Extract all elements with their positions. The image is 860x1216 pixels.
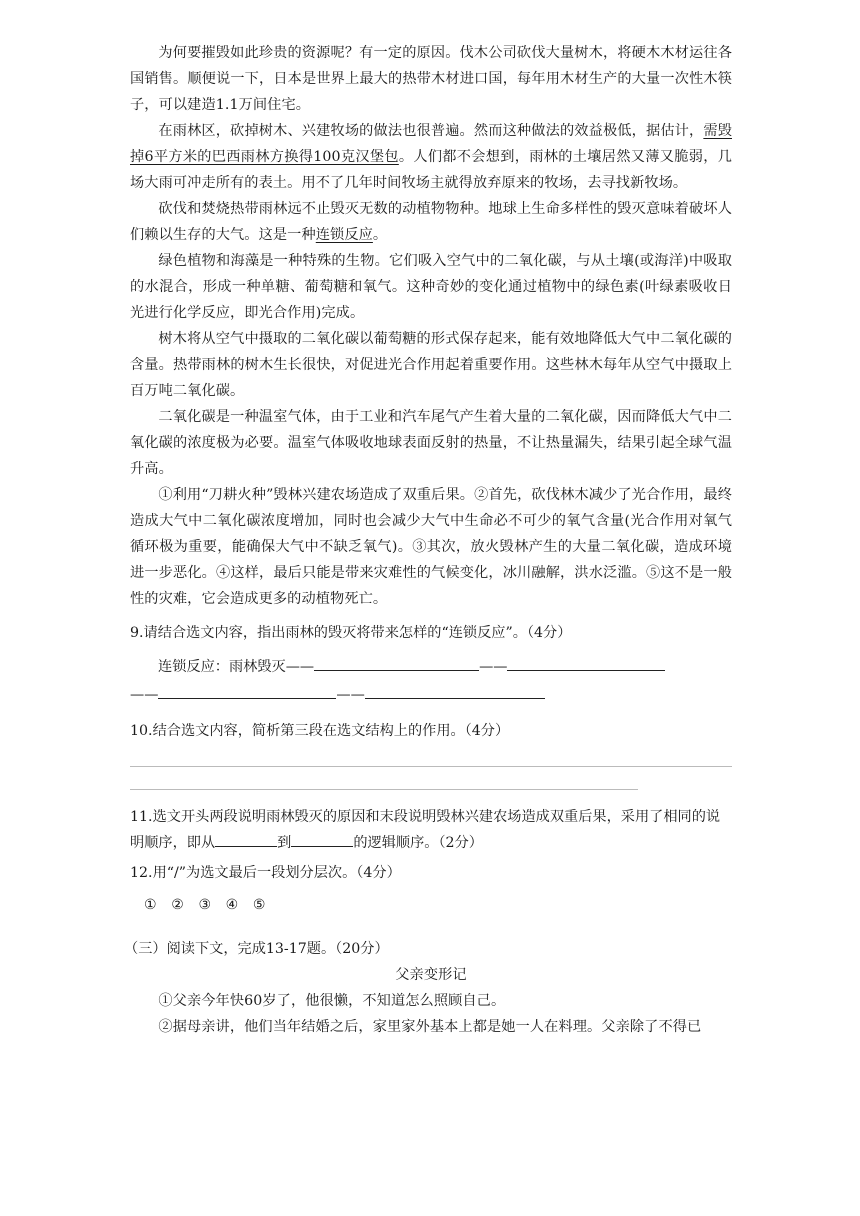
paragraph-2-text-a: 在雨林区，砍掉树木、兴建牧场的做法也很普遍。然而这种做法的效益极低，据估计， <box>158 123 704 139</box>
paragraph-3-text-a: 砍伐和焚烧热带雨林远不止毁灭无数的动植物物种。地球上生命多样性的毁灭意味着破坏人们赖以生存的大气。这是一种 <box>130 201 732 243</box>
underlined-sentence: 需毁掉6平方米的巴西雨林方换得100克汉堡包 <box>130 123 732 165</box>
question-12: 12.用“/”为选文最后一段划分层次。（4分） <box>130 865 401 881</box>
q9-prefix: 连锁反应：雨林毁灭—— <box>158 659 315 675</box>
q9-dash-1: —— <box>479 659 508 675</box>
paragraph-1: 为何要摧毁如此珍贵的资源呢？有一定的原因。伐木公司砍伐大量树木，将硬木木材运往各国销售。顺便说一下，日本是世界上最大的热带木材进口国，每年用木材生产的大量一次性木筷子，可以建造1.1万间住宅。 <box>130 45 732 113</box>
article-title: 父亲变形记 <box>395 967 467 983</box>
question-10: 10.结合选文内容，简析第三段在选文结构上的作用。（4分） <box>130 723 510 739</box>
q11-text-a: 11.选文开头两段说明雨林毁灭的原因和末段说明毁林兴建农场造成双重后果，采用了相同的说明顺序，即从 <box>130 809 721 851</box>
question-9: 9.请结合选文内容，指出雨林的毁灭将带来怎样的“连锁反应”。（4分） <box>130 625 572 641</box>
q11-blank-2[interactable] <box>291 830 353 847</box>
q9-dash-2: —— <box>130 687 159 703</box>
question-9-answer-row-2 <box>130 682 732 708</box>
document-page <box>124 40 732 1040</box>
paragraph-4: 绿色植物和海藻是一种特殊的生物。它们吸入空气中的二氧化碳，与从土壤(或海洋)中吸取的水混合，形成一种单糖、葡萄糖和氧气。这种奇妙的变化通过植物中的绿色素(叶绿素吸收日光进行化学反应，即光合作用)完成。 <box>130 253 732 321</box>
underlined-chain-reaction: 连锁反应 <box>315 227 373 243</box>
q11-text-c: 的逻辑顺序。（2分） <box>353 835 483 851</box>
q9-blank-4[interactable] <box>365 682 545 699</box>
section-3-heading: （三）阅读下文，完成13-17题。（20分） <box>124 941 389 957</box>
paragraph-3 <box>130 196 732 248</box>
paragraph-2-text-b: 。人们都不会想到，雨林的土壤居然又薄又脆弱，几场大雨可冲走所有的表土。用不了几年时间牧场主就得放弃原来的牧场，去寻找新牧场。 <box>130 149 732 191</box>
q11-blank-1[interactable] <box>215 830 277 847</box>
article-paragraph-1: ①父亲今年快60岁了，他很懒，不知道怎么照顾自己。 <box>158 993 506 1009</box>
paragraph-2 <box>130 118 732 196</box>
q9-blank-3[interactable] <box>158 682 336 699</box>
q12-sentence-markers: ① ② ③ ④ ⑤ <box>144 897 266 913</box>
q9-blank-2[interactable] <box>507 654 665 671</box>
question-9-answer-row-1 <box>158 654 732 680</box>
q11-text-b: 到 <box>277 835 292 851</box>
q10-answer-line-2[interactable] <box>130 767 638 790</box>
paragraph-6: 二氧化碳是一种温室气体，由于工业和汽车尾气产生着大量的二氧化碳，因而降低大气中二氧化碳的浓度极为必要。温室气体吸收地球表面反射的热量，不让热量漏失，结果引起全球气温升高。 <box>130 409 732 477</box>
paragraph-7: ①利用“刀耕火种”毁林兴建农场造成了双重后果。②首先，砍伐林木减少了光合作用，最终造成大气中二氧化碳浓度增加，同时也会减少大气中生命必不可少的氧气含量(光合作用对氧气循环极为重要，能确保大气中不缺乏氧气)。③其次，放火毁林产生的大量二氧化碳，造成环境进一步恶化。④这样，最后只能是带来灾难性的气候变化，冰川融解，洪水泛滥。⑤这不是一般性的灾难，它会造成更多的动植物死亡。 <box>130 487 732 607</box>
paragraph-3-text-b: 。 <box>372 227 388 243</box>
article-paragraph-2: ②据母亲讲，他们当年结婚之后，家里家外基本上都是她一人在料理。父亲除了不得已 <box>158 1019 702 1035</box>
q9-blank-1[interactable] <box>314 654 479 671</box>
question-11 <box>130 804 732 856</box>
q10-answer-line-1[interactable] <box>130 744 732 767</box>
paragraph-5: 树木将从空气中摄取的二氧化碳以葡萄糖的形式保存起来，能有效地降低大气中二氧化碳的含量。热带雨林的树木生长很快，对促进光合作用起着重要作用。这些林木每年从空气中摄取上百万吨二氧化碳。 <box>130 331 732 399</box>
q9-dash-3: —— <box>336 687 365 703</box>
